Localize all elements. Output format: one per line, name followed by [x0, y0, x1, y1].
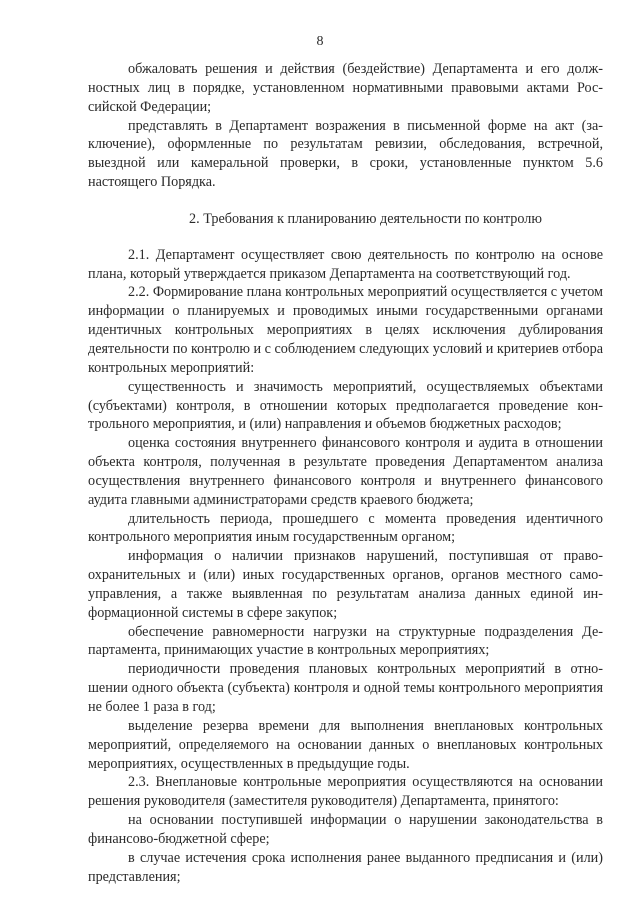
page-number: 8 [316, 34, 324, 49]
paragraph: информация о наличии признаков нарушений, поступившая от правоохранительных и (или) иных государственных органов, органов местного самоуправления, а также выявленная по результатам анализа данных единой информационной системы в сфере закупок; [88, 548, 603, 621]
paragraph: обжаловать решения и действия (бездействие) Департамента и его должностных лиц в порядке, установленном нормативными правовыми актами Российской Федерации; [88, 61, 603, 115]
paragraph: 2.2. Формирование плана контрольных мероприятий осуществляется с учетом информации о планируемых и проводимых иными государственными органами идентичных контрольных мероприятиях в целях исключения дублирования деятельности по контролю и с соблюдением следующих условий и критериев отбора контрольных мероприятий: [88, 284, 603, 376]
paragraph: оценка состояния внутреннего финансового контроля и аудита в отношении объекта контроля, полученная в результате проведения Департаментом анализа осуществления внутреннего финансового контроля и внутреннего финансового аудита главными администраторами средств краевого бюджета; [88, 435, 603, 508]
paragraph: периодичности проведения плановых контрольных мероприятий в отношении одного объекта (субъекта) контроля и одной темы контрольного мероприятия не более 1 раза в год; [88, 661, 603, 715]
document-body [88, 60, 603, 886]
paragraph: выделение резерва времени для выполнения внеплановых контрольных мероприятий, определяемого на основании данных о внеплановых контрольных мероприятиях, осуществленных в предыдущие годы. [88, 717, 603, 772]
paragraph: в случае истечения срока исполнения ранее выданного предписания и (или) представления; [88, 849, 603, 885]
paragraph: 2.1. Департамент осуществляет свою деятельность по контролю на основе плана, который утверждается приказом Департамента на соответствующий год. [88, 246, 603, 282]
paragraph: обеспечение равномерности нагрузки на структурные подразделения Департамента, принимающих участие в контрольных мероприятиях; [88, 623, 603, 659]
section-heading: 2. Требования к планированию деятельности по контролю [189, 210, 542, 227]
paragraph: существенность и значимость мероприятий, осуществляемых объектами (субъектами) контроля, в отношении которых предполагается проведение контрольного мероприятия, и (или) направления и объемов бюджетных расходов; [88, 378, 603, 433]
paragraph: представлять в Департамент возражения в письменной форме на акт (заключение), оформленные по результатам ревизии, обследования, встречной, выездной или камеральной проверки, в сроки, установленные пунктом 5.6 настоящего Порядка. [88, 117, 603, 191]
paragraph: на основании поступившей информации о нарушении законодательства в финансово-бюджетной сфере; [88, 812, 603, 847]
paragraph: длительность периода, прошедшего с момента проведения идентичного контрольного мероприятия иным государственным органом; [88, 510, 603, 546]
paragraph: 2.3. Внеплановые контрольные мероприятия осуществляются на основании решения руководителя (заместителя руководителя) Департамента, принятого: [88, 774, 603, 810]
